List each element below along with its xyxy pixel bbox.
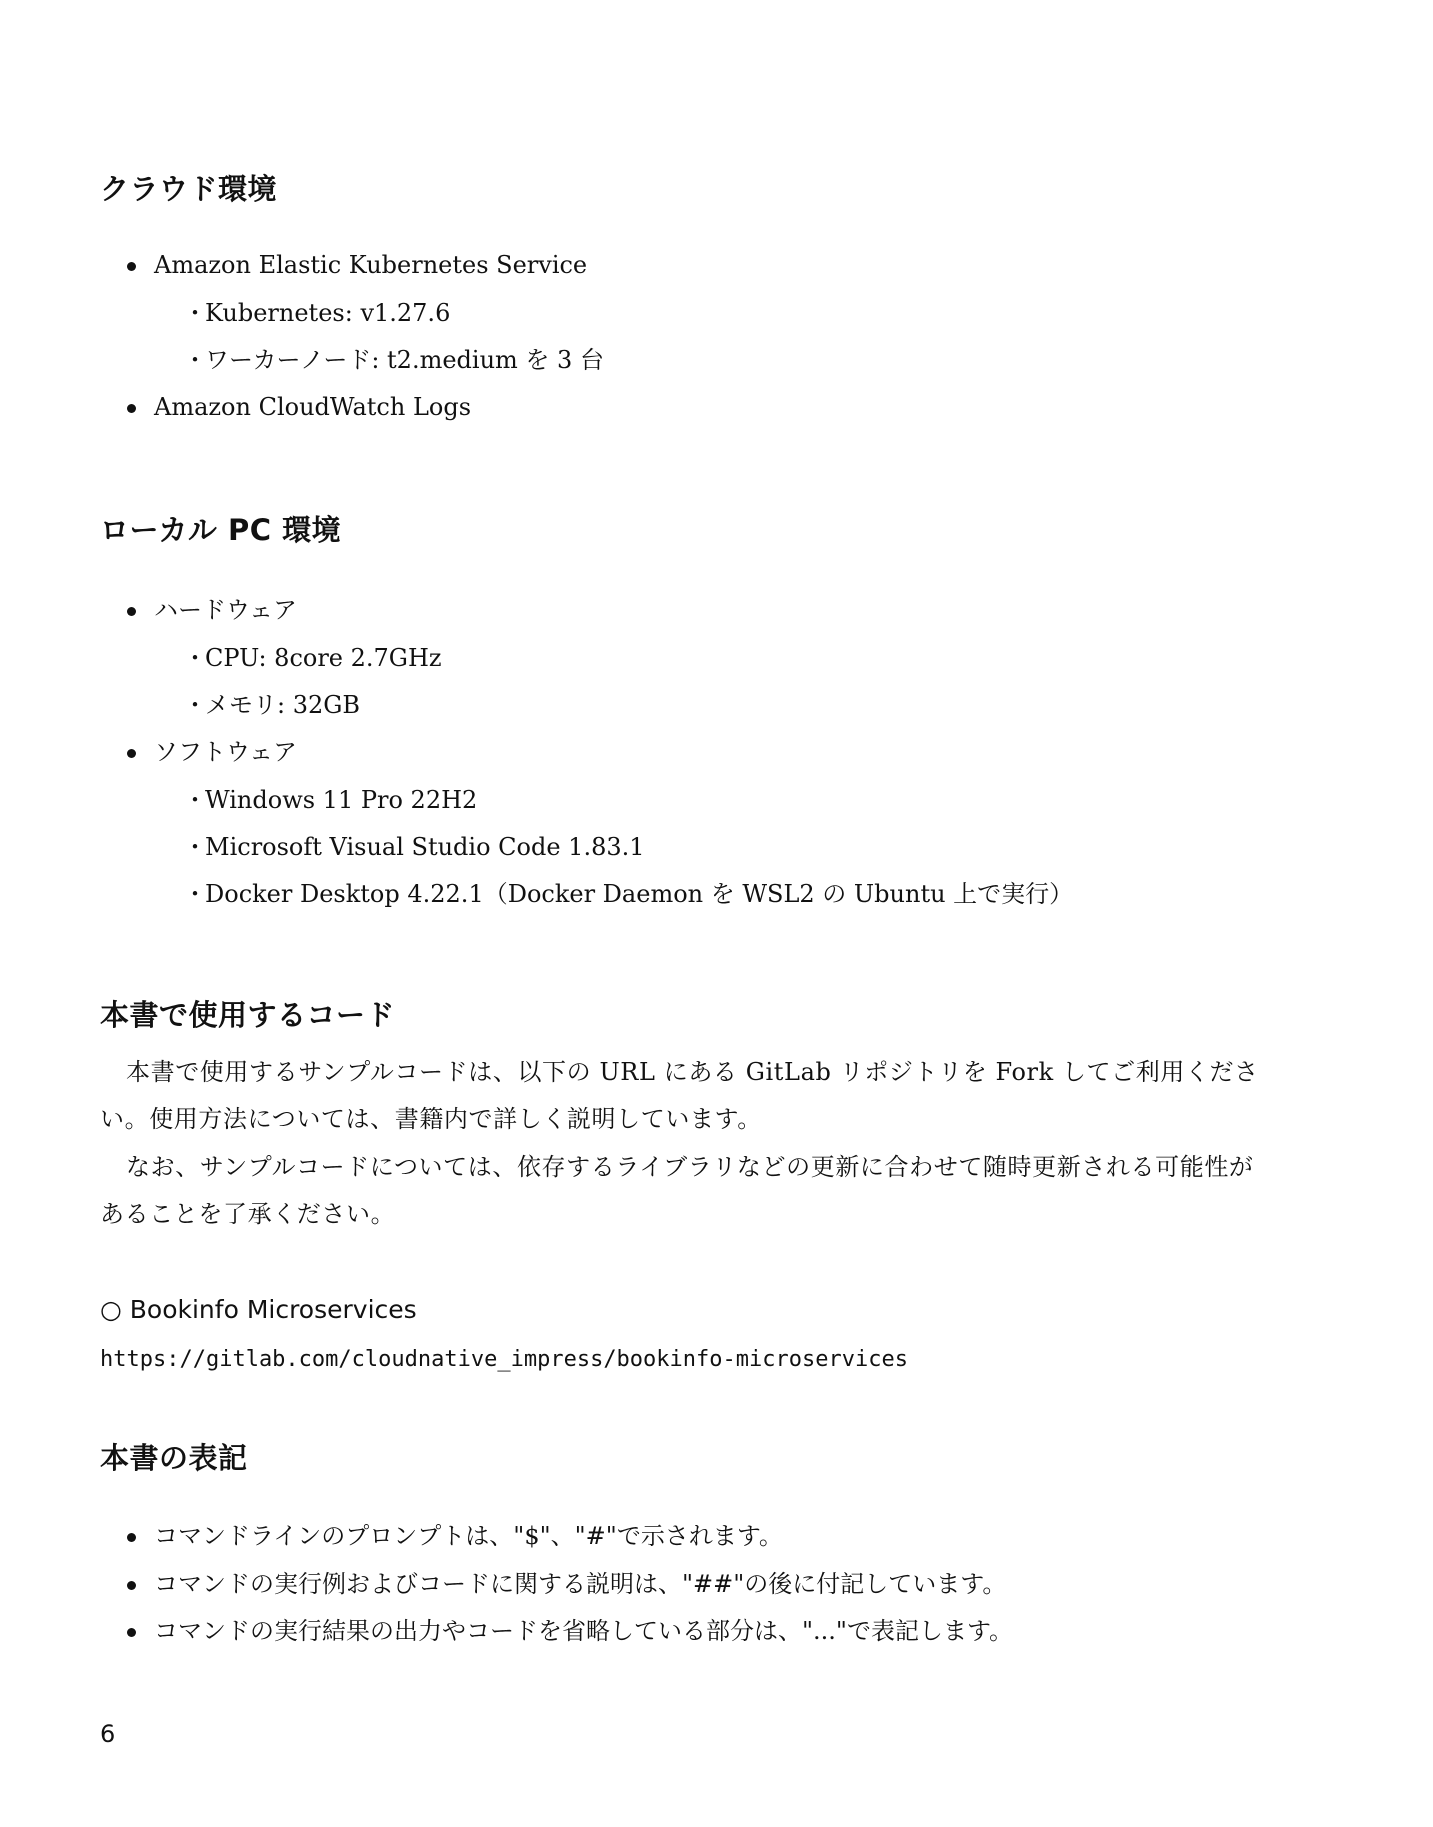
- paragraph: 本書で使用するサンプルコードは、以下の URL にある GitLab リポジトリを Fork してご利用ください。使用方法については、書籍内で詳しく説明しています。: [100, 1058, 1259, 1133]
- list-item-label: コマンドの実行例およびコードに関する説明は、"##"の後に付記しています。: [154, 1570, 1007, 1598]
- repository-url-link[interactable]: https://gitlab.com/cloudnative_impress/bookinfo-microservices: [100, 1347, 908, 1372]
- bullet-icon: [127, 749, 136, 758]
- bullet-icon: [127, 607, 136, 616]
- sub-bullet-icon: ・: [183, 880, 207, 908]
- sub-list-item: [183, 642, 442, 674]
- list-item-label: コマンドの実行結果の出力やコードを省略している部分は、"..."で表記します。: [154, 1617, 1014, 1645]
- sub-list-item: [183, 784, 477, 816]
- list-item-label: Amazon CloudWatch Logs: [154, 393, 472, 421]
- sub-bullet-icon: ・: [183, 644, 207, 672]
- heading-local-pc-environment: ローカル PC 環境: [100, 513, 342, 547]
- heading-sample-code: 本書で使用するコード: [100, 998, 396, 1032]
- bullet-icon: [127, 404, 136, 413]
- sub-list-item-label: メモリ: 32GB: [205, 691, 361, 719]
- bullet-icon: [127, 1533, 136, 1542]
- list-item-label: ハードウェア: [154, 596, 298, 624]
- sub-bullet-icon: ・: [183, 691, 207, 719]
- list-item-label: コマンドラインのプロンプトは、"$"、"#"で示されます。: [154, 1522, 783, 1550]
- sub-list-item-label: Microsoft Visual Studio Code 1.83.1: [205, 833, 645, 861]
- sub-list-item: [183, 878, 1073, 910]
- sub-list-item-label: Windows 11 Pro 22H2: [205, 786, 478, 814]
- sub-bullet-icon: ・: [183, 833, 207, 861]
- heading-cloud-environment: クラウド環境: [100, 172, 278, 206]
- repository-title: ○ Bookinfo Microservices: [100, 1295, 417, 1324]
- sub-list-item: [183, 344, 604, 376]
- bullet-icon: [127, 1581, 136, 1590]
- sub-list-item-label: ワーカーノード: t2.medium を 3 台: [205, 346, 604, 374]
- sub-list-item-label: Kubernetes: v1.27.6: [205, 299, 451, 327]
- list-item-label: Amazon Elastic Kubernetes Service: [154, 251, 588, 279]
- sub-list-item: [183, 689, 360, 721]
- paragraph: なお、サンプルコードについては、依存するライブラリなどの更新に合わせて随時更新される可能性があることを了承ください。: [100, 1153, 1254, 1228]
- list-item-label: ソフトウェア: [154, 738, 298, 766]
- sub-bullet-icon: ・: [183, 786, 207, 814]
- sub-list-item: [183, 831, 645, 863]
- heading-notation: 本書の表記: [100, 1441, 248, 1475]
- sub-list-item-label: Docker Desktop 4.22.1（Docker Daemon を WSL2 の Ubuntu 上で実行）: [205, 880, 1074, 908]
- bullet-icon: [127, 1628, 136, 1637]
- bullet-icon: [127, 262, 136, 271]
- sub-list-item-label: CPU: 8core 2.7GHz: [205, 644, 442, 672]
- sub-list-item: [183, 297, 450, 329]
- sub-bullet-icon: ・: [183, 346, 207, 374]
- sub-bullet-icon: ・: [183, 299, 207, 327]
- page-number: 6: [100, 1720, 116, 1748]
